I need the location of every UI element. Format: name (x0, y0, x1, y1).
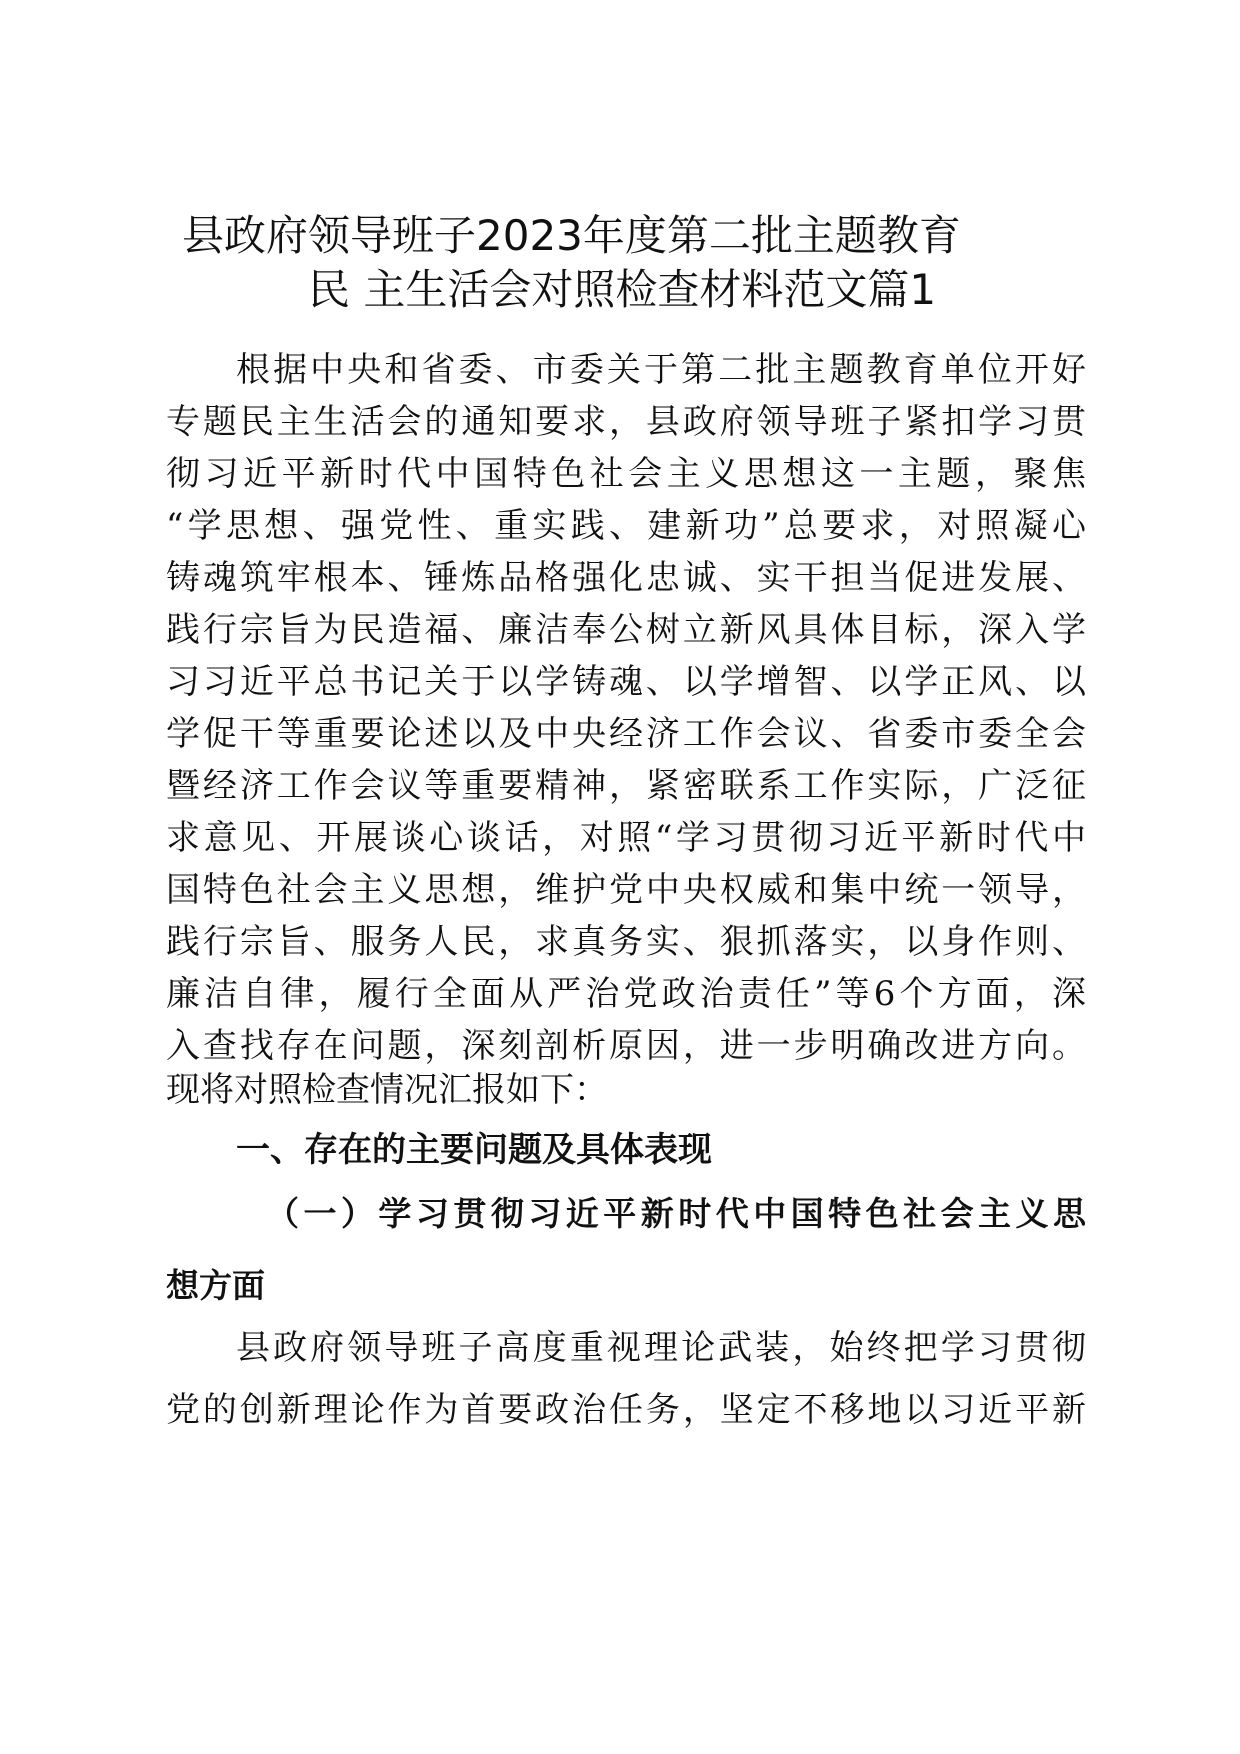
intro-paragraph-line: 廉洁自律，履行全面从严治党政治责任”等6个方面，深 (166, 974, 1086, 1014)
intro-paragraph-line: 现将对照检查情况汇报如下： (166, 1070, 608, 1110)
body-paragraph-line: 党的创新理论作为首要政治任务，坚定不移地以习近平新 (166, 1390, 1086, 1430)
intro-paragraph-line: 入查找存在问题，深刻剖析原因，进一步明确改进方向。 (166, 1026, 1086, 1066)
intro-paragraph-line: 国特色社会主义思想，维护党中央权威和集中统一领导， (166, 870, 1086, 910)
subsection-heading: （一）学习贯彻习近平新时代中国特色社会主义思 (266, 1194, 1086, 1233)
intro-paragraph-line: 学促干等重要论述以及中央经济工作会议、省委市委全会 (166, 714, 1086, 754)
intro-paragraph-line: 铸魂筑牢根本、锤炼品格强化忠诚、实干担当促进发展、 (166, 558, 1086, 598)
subsection-heading-continued: 想方面 (166, 1266, 265, 1305)
intro-paragraph-line: 专题民主生活会的通知要求，县政府领导班子紧扣学习贯 (166, 402, 1086, 442)
document-title-line-2: 民 主生活会对照检查材料范文篇1 (308, 265, 937, 314)
intro-paragraph-line: 根据中央和省委、市委关于第二批主题教育单位开好 (236, 350, 1086, 390)
section-heading: 一、存在的主要问题及具体表现 (236, 1130, 712, 1170)
intro-paragraph-line: 求意见、开展谈心谈话，对照“学习贯彻习近平新时代中 (166, 818, 1086, 858)
intro-paragraph-line: 践行宗旨为民造福、廉洁奉公树立新风具体目标，深入学 (166, 610, 1086, 650)
intro-paragraph-line: 暨经济工作会议等重要精神，紧密联系工作实际，广泛征 (166, 766, 1086, 806)
document-title-line-1: 县政府领导班子2023年度第二批主题教育 (182, 211, 961, 260)
intro-paragraph-line: 彻习近平新时代中国特色社会主义思想这一主题，聚焦 (166, 454, 1086, 494)
intro-paragraph-line: 践行宗旨、服务人民，求真务实、狠抓落实，以身作则、 (166, 922, 1086, 962)
intro-paragraph-line: “学思想、强党性、重实践、建新功”总要求，对照凝心 (166, 506, 1086, 546)
body-paragraph-line: 县政府领导班子高度重视理论武装，始终把学习贯彻 (236, 1328, 1086, 1368)
intro-paragraph-line: 习习近平总书记关于以学铸魂、以学增智、以学正风、以 (166, 662, 1086, 702)
